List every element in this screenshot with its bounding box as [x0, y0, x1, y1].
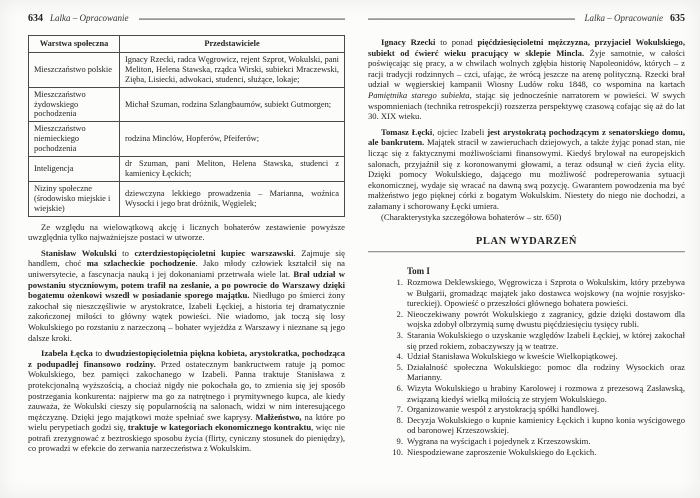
table-cell-members: Ignacy Rzecki, radca Węgrowicz, rejent Szprot, Wokulski, pani Meliton, Helena Stawska, rządca Wirski, subiekci Mraczewski, Zięba, Lisiecki, adwokaci, studenci, służące, lokaje;	[120, 52, 345, 87]
list-item	[368, 447, 685, 458]
list-item-text: Decyzja Wokulskiego o kupnie kamienicy Łęckich i kupno konia wyścigowego od baronowej Krzeszowskiej.	[407, 414, 685, 436]
characters-table	[28, 35, 345, 217]
table-cell-members: Michał Szuman, rodzina Szlangbaumów, subiekt Gutmorgen;	[120, 87, 345, 122]
table-row	[29, 157, 345, 182]
header-rule-right	[368, 18, 575, 20]
table-note-paragraph: Ze względu na wielowątkową akcję i licznych bohaterów zestawienie powyższe uwzględnia tylko najważniejsze postaci w utworze.	[28, 221, 345, 243]
wokulski-paragraph: Stanisław Wokulski to czterdziestopięcioletni kupiec warszawski. Zajmuje się handlem, choć ma szlacheckie pochodzenie. Jako młody człowiek kształcił się na uniwersytecie, a fascynacja nauką i jej dokonaniami przetrwała wiele lat. Brał udział w powstaniu styczniowym, potem trafił na zesłanie, a po powrocie do Warszawy dzięki bogatemu ożenkowi wszedł w posiadanie sporego majątku. Niedługo po śmierci żony zakochał się nieszczęśliwie w arystokratce, Izabeli Łęckiej, a historia tej dramatycznie zakończonej miłości to główny wątek powieści. Nie wiadomo, jak toczą się losy Wokulskiego po rozstaniu z narzeczoną – bohater wyjeżdża z Warszawy i nieznane są jego dalsze kroki.	[28, 247, 346, 343]
list-item-text: Nieoczekiwany powrót Wokulskiego z zagranicy, gdzie dzięki dostawom dla wojska zdobył olbrzymią sumę dwustu pięćdziesięciu tysięcy rubli.	[407, 308, 685, 330]
table-cell-members: dr Szuman, pani Meliton, Helena Stawska, studenci z kamienicy Łęckich;	[120, 157, 345, 182]
list-item-text: Wygrana na wyścigach i pojedynek z Krzeszowskim.	[407, 436, 591, 446]
volume-heading: Tom I	[407, 266, 430, 277]
running-title-left: Lalka – Opracowanie	[50, 13, 129, 23]
list-item	[368, 415, 685, 436]
table-cell-layer: Mieszczaństwo polskie	[29, 52, 120, 87]
rzecki-paragraph: Ignacy Rzecki to ponad pięćdziesięcioletni mężczyzna, przyjaciel Wokulskiego, subiekt od ćwierć wieku pracujący w sklepie Mincla. Żyje samotnie, w całości poświęcając się pracy, a w chwilach wolnych zgłębia historię Napoleonidów, których – z racji tradycji rodzinnych – czci, ufając, że wrócą jeszcze na arenę polityczną. Rzecki brał udział w węgierskiej kampanii Wiosny Ludów roku 1848, co wspomina na kartach Pamiętnika starego subiekta, stając się jednocześnie narratorem w powieści. W swych wspomnieniach (technika retrospekcji) rozszerza perspektywę czasową cofając się aż do lat 30. XIX wieku.	[368, 37, 685, 122]
list-item-number: 3.	[396, 330, 403, 341]
list-item-text: Udział Stanisława Wokulskiego w kweście Wielkopiątkowej.	[407, 351, 618, 362]
list-item-text: Wizyta Wokulskiego u hrabiny Karolowej i rozmowa z prezesową Zasławską, związaną kiedyś wielką miłością ze stryjem Wokulskiego.	[407, 383, 685, 404]
header-rule-left	[139, 18, 346, 20]
lecki-paragraph: Tomasz Łęcki, ojciec Izabeli jest arystokratą pochodzącym z senatorskiego domu, ale bankrutem. Majątek stracił w zawieruchach dziejowych, a także żyjąc ponad stan, nie licząc się z faktycznymi możliwościami finansowymi. Kiedyś brylował na europejskich salonach, przyjaźnił się z koronowanymi głowami, a teraz odsunął w cień życia elity. Dzięki pomocy Wokulskiego, dającego mu możliwość podreperowania sytuacji ekonomicznej, wydaje się wracać na dawną swą pozycję. Gwarantem powodzenia ma być małżeństwo jego pięknej córki z bogatym Wokulskim. Niestety do niego nie dochodzi, a załamany i schorowany Łęcki umiera.	[368, 126, 686, 211]
list-item-number: 5.	[396, 361, 403, 372]
table-cell-layer: Niziny społeczne (środowisko miejskie i wiejskie)	[29, 181, 120, 216]
list-item	[368, 404, 685, 415]
table-cell-members: rodzina Minclów, Hopferów, Pfeiferów;	[120, 122, 345, 157]
page-number-left: 634	[28, 13, 43, 24]
plan-section-heading: PLAN WYDARZEŃ	[475, 236, 578, 248]
page-635	[350, 0, 700, 498]
table-row	[29, 87, 345, 122]
list-item	[368, 277, 685, 309]
table-cell-layer: Mieszczaństwo niemieckiego pochodzenia	[29, 122, 120, 157]
list-item-number: 7.	[396, 404, 403, 415]
list-item	[368, 330, 685, 351]
list-item	[368, 351, 685, 362]
table-row	[29, 52, 345, 87]
table-header-row	[29, 36, 345, 53]
table-row	[29, 122, 345, 157]
list-item	[368, 362, 685, 383]
table-header-layer: Warstwa społeczna	[29, 36, 120, 53]
running-header-left	[28, 13, 345, 24]
list-item	[368, 436, 685, 447]
list-item-text: Starania Wokulskiego o uzyskanie względów Izabeli Łęckiej, w której zakochał się przed rokiem, zobaczywszy ją w teatrze.	[407, 330, 685, 351]
list-item-number: 1.	[396, 277, 403, 288]
list-item-text: Organizowanie wespół z arystokracją spółki handlowej.	[407, 404, 600, 415]
list-item-number: 8.	[396, 414, 403, 425]
list-item	[368, 383, 685, 404]
table-cell-layer: Inteligencja	[29, 157, 120, 182]
table-cell-layer: Mieszczaństwo żydowskiego pochodzenia	[29, 87, 120, 122]
list-item-text: Niespodziewane zaproszenie Wokulskiego do Łęckich.	[407, 446, 597, 457]
running-title-right: Lalka – Opracowanie	[584, 13, 663, 23]
list-item-number: 4.	[396, 351, 403, 362]
plan-heading-rule	[368, 251, 685, 253]
list-item-text: Działalność społeczna Wokulskiego: pomoc dla rodziny Wysockich oraz Marianny.	[407, 361, 685, 383]
lecka-paragraph: Izabela Łęcka to dwudziestopięcioletnia piękna kobieta, arystokratka, pochodząca z podupadłej finansowo rodziny. Przed ostatecznym bankructwem ratuje ją pomoc Wokulskiego, bez pamięci zakochanego w Izabeli. Panna traktuje Stanisława z protekcjonalną wyższością, a chociaż nigdy nie pokochała go, to zmienia się jej sposób postrzegania konkurenta: najpierw ma go za natrętnego i prymitywnego kupca, ale kiedy zauważa, że Wokulski cieszy się popularnością na salonach, widzi w nim interesującego mężczyznę. Dzięki jego majątkowi może spełniać swe kaprysy. Małżeństwo, na które po wielu perypetiach godzi się, traktuje w kategoriach ekonomicznego kontraktu, więc nie potrafi zrezygnować z beztroskiego sposobu życia (flirty, cyniczny stosunek do pieniędzy), co prowadzi w efekcie do zerwania narzeczeństwa z Wokulskim.	[28, 348, 345, 454]
list-item-number: 2.	[396, 308, 403, 319]
list-item-text: Rozmowa Deklewskiego, Węgrowicza i Szprota o Wokulskim, który przebywa w Bułgarii, gromadząc majątek jako dostawca wojskowy (na wojnie rosyjsko-tureckiej). Opowieść o przeszłości głównego bohatera powieści.	[407, 277, 685, 309]
running-header-right	[368, 13, 685, 24]
list-item-number: 10.	[392, 446, 403, 457]
list-item-number: 6.	[396, 383, 403, 394]
event-list	[368, 277, 685, 457]
table-row	[29, 181, 345, 216]
list-item	[368, 309, 685, 330]
list-item-number: 9.	[396, 436, 403, 446]
cross-reference-line: (Charakterystyka szczegółowa bohaterów – str. 650)	[381, 211, 562, 222]
table-header-representatives: Przedstawiciele	[120, 36, 345, 53]
page-number-right: 635	[670, 13, 685, 24]
table-cell-members: dziewczyna lekkiego prowadzenia – Marianna, woźnica Wysocki i jego brat dróżnik, Węgielek;	[120, 181, 345, 216]
